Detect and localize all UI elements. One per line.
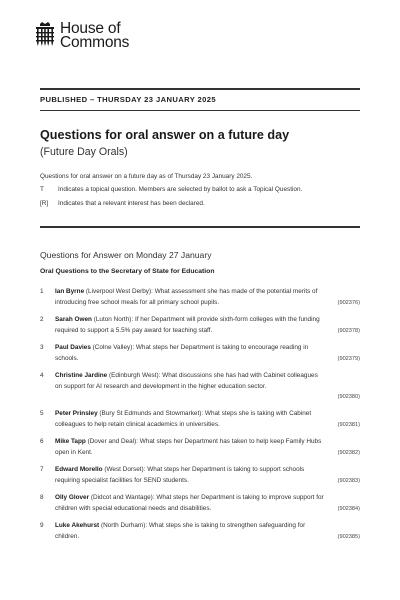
question-item: [40, 465, 362, 486]
question-ref: (902376): [337, 300, 360, 306]
member-name: Ian Byrne: [55, 288, 85, 295]
published-date: PUBLISHED – THURSDAY 23 JANUARY 2025: [40, 95, 217, 104]
question-text: What steps her Department has taken to help keep Family Hubs open in Kent.: [55, 438, 322, 456]
legend-symbol: T: [40, 186, 44, 193]
member-name: Mike Tapp: [55, 438, 86, 445]
member-name: Peter Prinsley: [55, 410, 98, 417]
logo-line-2: Commons: [60, 34, 130, 51]
question-number: 8: [40, 494, 44, 501]
question-number: 1: [40, 288, 44, 295]
member-name: Edward Morello: [55, 466, 103, 473]
question-item: [40, 287, 362, 308]
question-number: 4: [40, 372, 44, 379]
question-text: What steps her Department is taking to encourage reading in schools.: [55, 344, 309, 362]
question-item: [40, 493, 362, 514]
question-number: 9: [40, 522, 44, 529]
date-heading: Questions for Answer on Monday 27 January: [40, 250, 212, 260]
house-of-commons-logo: [34, 22, 129, 50]
constituency: (Luton North):: [93, 316, 134, 323]
question-text: What steps she is taking to strengthen safeguarding for children.: [55, 522, 306, 540]
question-ref: (902383): [337, 478, 360, 484]
constituency: (West Dorset):: [104, 466, 146, 473]
question-ref: (902378): [337, 328, 360, 334]
intro-text: Questions for oral answer on a future day as of Thursday 23 January 2025.: [40, 173, 253, 180]
constituency: (Dover and Deal):: [87, 438, 138, 445]
constituency: (Liverpool West Derby):: [85, 288, 153, 295]
question-ref: (902380): [337, 394, 360, 400]
question-item: [40, 409, 362, 430]
page-subtitle: (Future Day Orals): [40, 146, 128, 158]
question-number: 7: [40, 466, 44, 473]
question-text: What steps she is taking with Cabinet colleagues to help retain clinical academics in universities.: [55, 410, 312, 428]
question-ref: (902384): [337, 506, 360, 512]
section-rule: [40, 226, 360, 228]
member-name: Christine Jardine: [55, 372, 108, 379]
page-title: Questions for oral answer on a future day: [40, 128, 290, 142]
question-item: [40, 521, 362, 542]
legend-item-interest: [40, 200, 360, 207]
constituency: (Didcot and Wantage):: [90, 494, 155, 501]
constituency: (Edinburgh West):: [109, 372, 161, 379]
top-rule: [40, 88, 360, 90]
legend-item-topical: [40, 186, 360, 193]
question-ref: (902381): [337, 422, 360, 428]
question-number: 2: [40, 316, 44, 323]
question-number: 3: [40, 344, 44, 351]
constituency: (Bury St Edmunds and Stowmarket):: [99, 410, 204, 417]
constituency: (North Durham):: [100, 522, 148, 529]
question-item: [40, 343, 362, 364]
question-ref: (902385): [337, 534, 360, 540]
member-name: Paul Davies: [55, 344, 91, 351]
member-name: Olly Glover: [55, 494, 90, 501]
header-rule: [40, 110, 360, 111]
question-item: [40, 315, 362, 336]
constituency: (Colne Valley):: [92, 344, 135, 351]
question-text: If her Department will provide sixth-form colleges with the funding required to support a 5.5% pay award for teaching staff.: [55, 316, 320, 334]
legend-text: Indicates a topical question. Members are selected by ballot to ask a Topical Question.: [58, 186, 303, 193]
question-number: 5: [40, 410, 44, 417]
logo-line-1: House of: [60, 20, 121, 37]
question-item: [40, 437, 362, 458]
question-text: What steps her Department is taking to improve support for children with special educational needs and disabilities.: [55, 494, 324, 512]
question-text: What assessment she has made of the potential merits of introducing free school meals for all primary school pupils.: [55, 288, 318, 306]
question-text: What discussions she has had with Cabinet colleagues on support for AI research and development in the higher education sector.: [55, 372, 318, 390]
question-ref: (902382): [337, 450, 360, 456]
logo-wordmark: [60, 22, 129, 50]
member-name: Luke Akehurst: [55, 522, 100, 529]
member-name: Sarah Owen: [55, 316, 92, 323]
question-text: What steps her Department is taking to support schools requiring specialist facilities for SEND students.: [55, 466, 305, 484]
legend-text: Indicates that a relevant interest has been declared.: [58, 200, 205, 207]
question-ref: (902379): [337, 356, 360, 362]
section-heading: Oral Questions to the Secretary of State for Education: [40, 268, 215, 275]
legend-symbol: [R]: [40, 200, 49, 207]
portcullis-icon: [34, 22, 56, 48]
question-number: 6: [40, 438, 44, 445]
question-item: [40, 371, 362, 400]
